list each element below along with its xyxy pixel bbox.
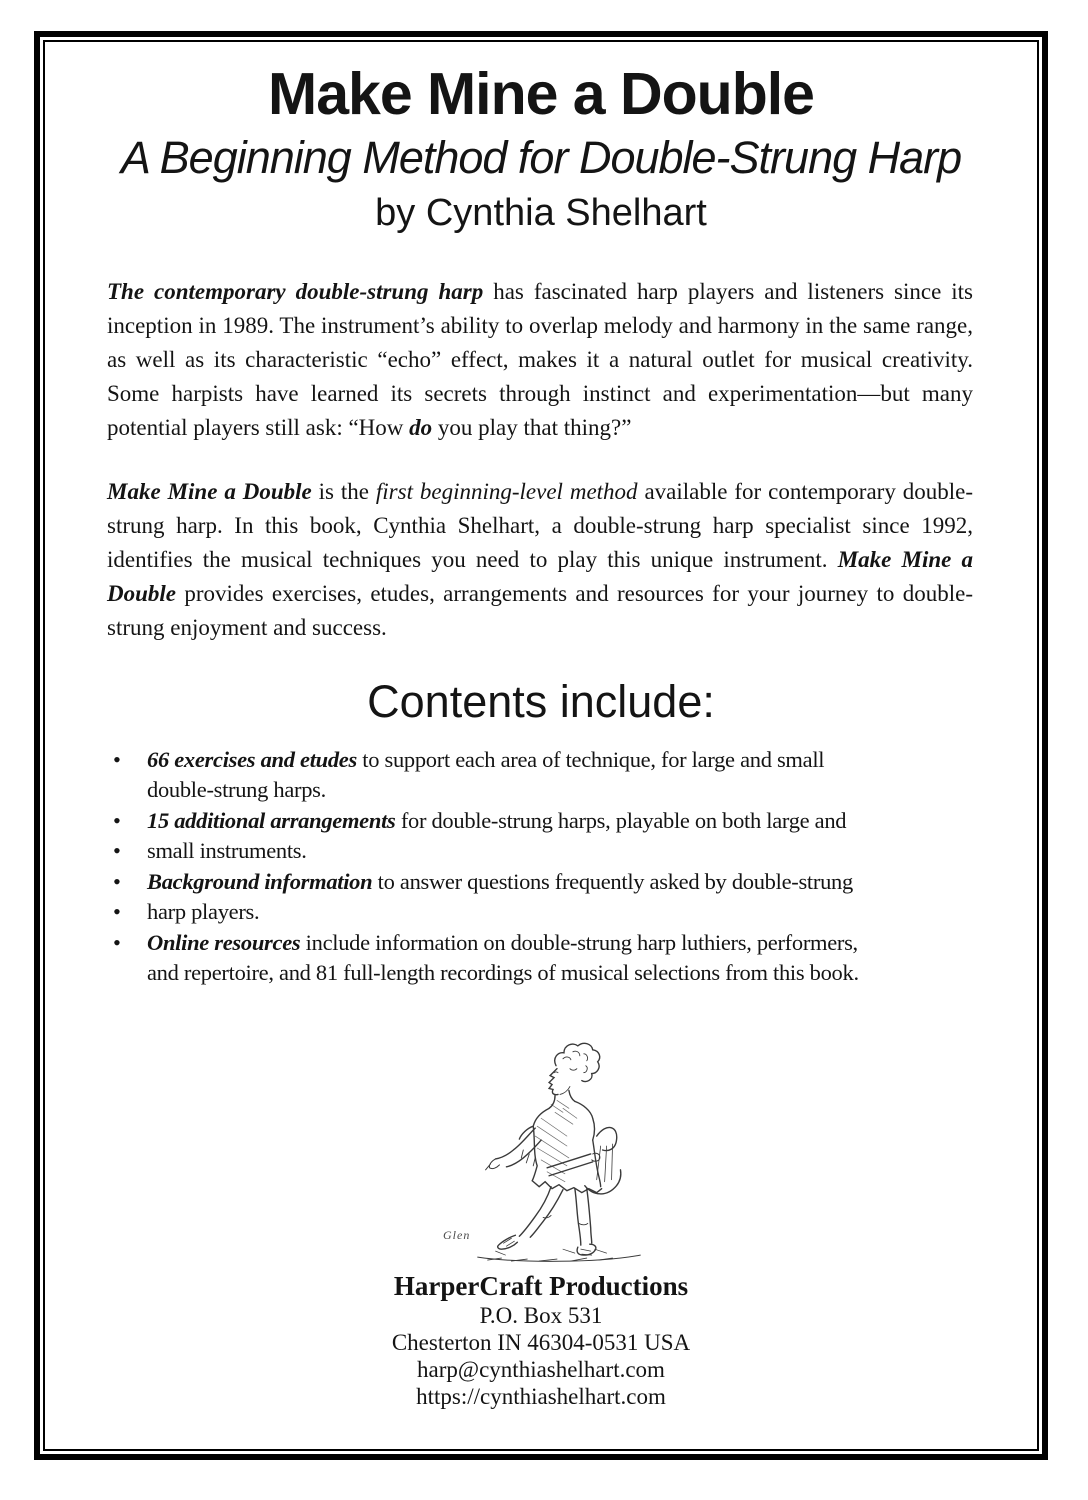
contents-list-line bbox=[107, 867, 1009, 898]
masthead bbox=[45, 42, 1037, 235]
contents-list-text bbox=[147, 806, 1009, 837]
publisher-website: https://cynthiashelhart.com bbox=[416, 1383, 666, 1409]
book-subtitle: A Beginning Method for Double-Strung Harp bbox=[120, 131, 962, 183]
bullet-icon: • bbox=[113, 807, 121, 833]
contents-list bbox=[107, 745, 1009, 989]
contents-list-text bbox=[147, 958, 1009, 989]
text-segment: available for contemporary double-strung harp. In this book, Cynthia Shelhart, a double-strung harp specialist since 1992, identifies the musical techniques you need to play this unique instrument. bbox=[107, 479, 973, 573]
text-segment: 66 exercises and etudes bbox=[147, 746, 357, 772]
bullet-spacer bbox=[107, 775, 147, 806]
text-segment: provides exercises, etudes, arrangements and resources for your journey to double-strung enjoyment and success. bbox=[107, 581, 973, 641]
text-segment: to support each area of technique, for large and small bbox=[356, 746, 825, 772]
bullet-icon: • bbox=[113, 838, 121, 864]
outer-border-frame bbox=[34, 31, 1048, 1460]
bullet-icon: • bbox=[113, 929, 121, 955]
bullet-icon: • bbox=[113, 746, 121, 772]
text-segment: do bbox=[409, 415, 433, 441]
text-segment: small instruments. bbox=[147, 838, 307, 864]
contents-list-line bbox=[107, 928, 1009, 959]
artist-signature: Glen bbox=[443, 1227, 471, 1242]
contents-heading: Contents include: bbox=[367, 676, 715, 728]
bullet-icon: • bbox=[113, 899, 121, 925]
publisher-po-box: P.O. Box 531 bbox=[479, 1302, 603, 1328]
contents-list-text bbox=[147, 897, 1009, 928]
contents-list-line bbox=[107, 836, 1009, 867]
contents-list-line bbox=[107, 958, 1009, 989]
text-segment: double-strung harps. bbox=[147, 777, 326, 803]
walking-harper-sketch-icon bbox=[459, 1029, 659, 1267]
publisher-block bbox=[45, 1271, 1037, 1410]
text-segment: 15 additional arrangements bbox=[147, 807, 396, 833]
contents-list-line bbox=[107, 745, 1009, 776]
description-section bbox=[107, 275, 973, 645]
contents-list-text bbox=[147, 867, 1009, 898]
contents-list-line bbox=[107, 775, 1009, 806]
contents-list-line bbox=[107, 897, 1009, 928]
text-segment: for double-strung harps, playable on both large and bbox=[395, 807, 847, 833]
intro-paragraph bbox=[107, 275, 973, 445]
about-book-paragraph bbox=[107, 475, 973, 645]
text-segment: has fascinated harp players and listeners since its inception in 1989. The instrument’s ability to overlap melody and harmony in the same range, as well as its characteristic “echo” effect, makes it a natural outlet for musical creativity. Some harpists have learned its secrets through instinct and experimentation—but many potential players still ask: “How bbox=[107, 279, 973, 441]
walking-harper-illustration bbox=[443, 1029, 659, 1267]
text-segment: Background information bbox=[147, 868, 373, 894]
bullet-spacer bbox=[107, 958, 147, 989]
text-segment: to answer questions frequently asked by double-strung bbox=[372, 868, 853, 894]
book-title: Make Mine a Double bbox=[268, 61, 814, 127]
text-segment: and repertoire, and 81 full-length recordings of musical selections from this book. bbox=[147, 960, 859, 986]
text-segment: The contemporary double-strung harp bbox=[107, 279, 484, 305]
text-segment: Make Mine a Double bbox=[107, 479, 312, 505]
publisher-address: Chesterton IN 46304-0531 USA bbox=[391, 1329, 691, 1355]
publisher-name: HarperCraft Productions bbox=[393, 1270, 689, 1301]
text-segment: is the bbox=[311, 479, 376, 505]
contents-list-line bbox=[107, 806, 1009, 837]
text-segment: harp players. bbox=[147, 899, 260, 925]
bullet-icon: • bbox=[113, 868, 121, 894]
contents-list-text bbox=[147, 836, 1009, 867]
text-segment: Online resources bbox=[147, 929, 301, 955]
text-segment: first beginning-level method bbox=[375, 479, 638, 505]
text-segment: you play that thing?” bbox=[432, 415, 632, 441]
contents-list-text bbox=[147, 928, 1009, 959]
contents-list-text bbox=[147, 745, 1009, 776]
inner-border-frame bbox=[43, 40, 1039, 1451]
publisher-email: harp@cynthiashelhart.com bbox=[417, 1356, 665, 1382]
author-byline: by Cynthia Shelhart bbox=[375, 192, 707, 235]
text-segment: include information on double-strung harp luthiers, performers, bbox=[300, 929, 858, 955]
contents-list-text bbox=[147, 775, 1009, 806]
text-segment: Make Mine a Double bbox=[107, 547, 974, 607]
